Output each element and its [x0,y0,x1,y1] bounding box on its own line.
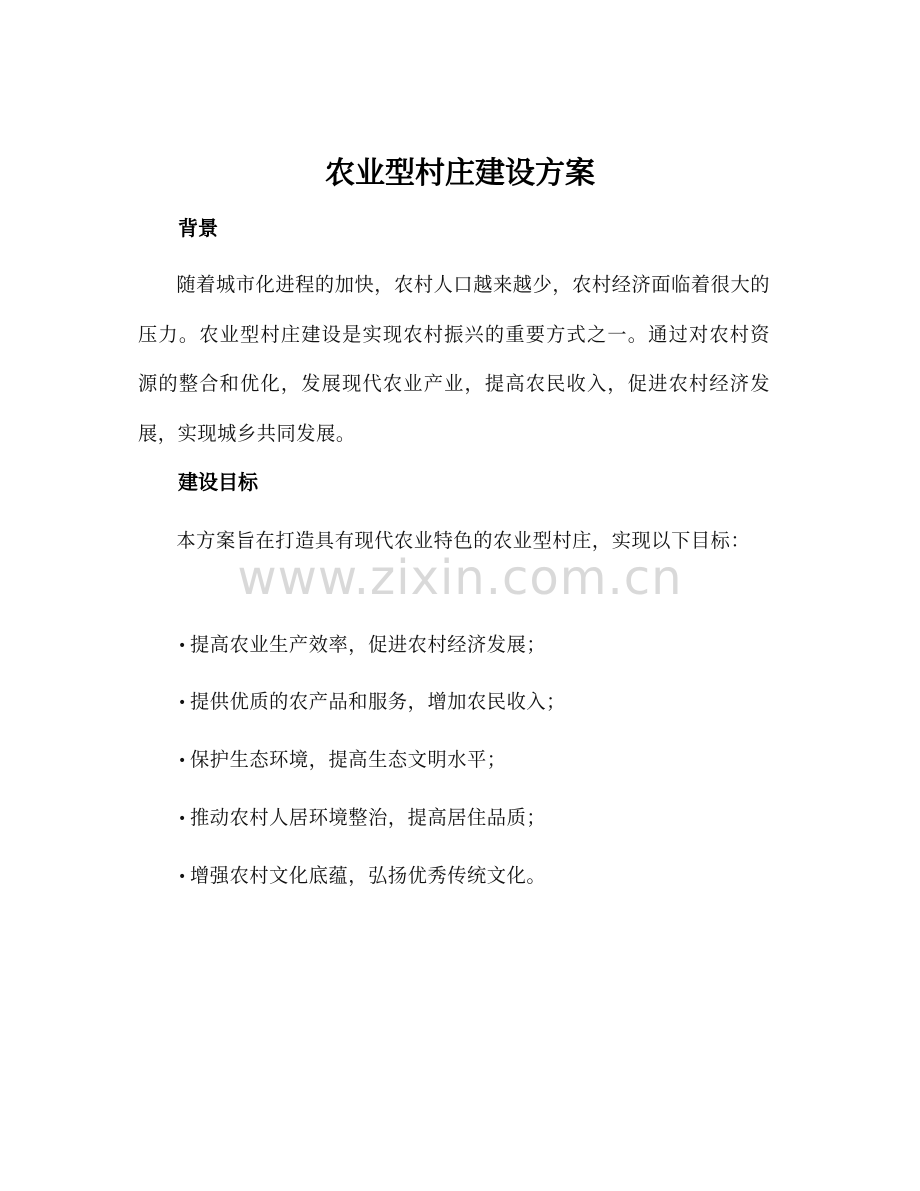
goal-list-item [178,861,546,892]
bullet-icon: • [178,638,187,654]
goal-text: 增强农村文化底蕴，弘扬优秀传统文化。 [190,864,547,887]
watermark: www.zixin.com.cn [237,550,683,606]
goals-intro-paragraph: 本方案旨在打造具有现代农业特色的农业型村庄，实现以下目标： [176,529,751,552]
document-title: 农业型村庄建设方案 [325,156,595,191]
bullet-icon: • [178,753,187,769]
section-heading-goals: 建设目标 [178,470,258,494]
goal-text: 推动农村人居环境整治，提高居住品质； [190,806,547,829]
goal-list-item [178,687,566,718]
goal-text: 保护生态环境，提高生态文明水平； [190,748,507,771]
goal-list-item [178,803,546,834]
goal-text: 提高农业生产效率，促进农村经济发展； [190,633,547,656]
bullet-icon: • [178,695,187,711]
background-paragraph: 随着城市化进程的加快，农村人口越来越少，农村经济面临着很大的压力。农业型村庄建设是实现农村振兴的重要方式之一。通过对农村资源的整合和优化，发展现代农业产业，提高农民收入，促进农村经济发展，实现城乡共同发展。 [138,273,771,445]
bullet-icon: • [178,811,187,827]
section-heading-background: 背景 [178,216,218,240]
goal-list-item [178,630,546,661]
bullet-icon: • [178,869,187,885]
goal-text: 提供优质的农产品和服务，增加农民收入； [190,690,566,713]
goal-list-item [178,745,507,776]
